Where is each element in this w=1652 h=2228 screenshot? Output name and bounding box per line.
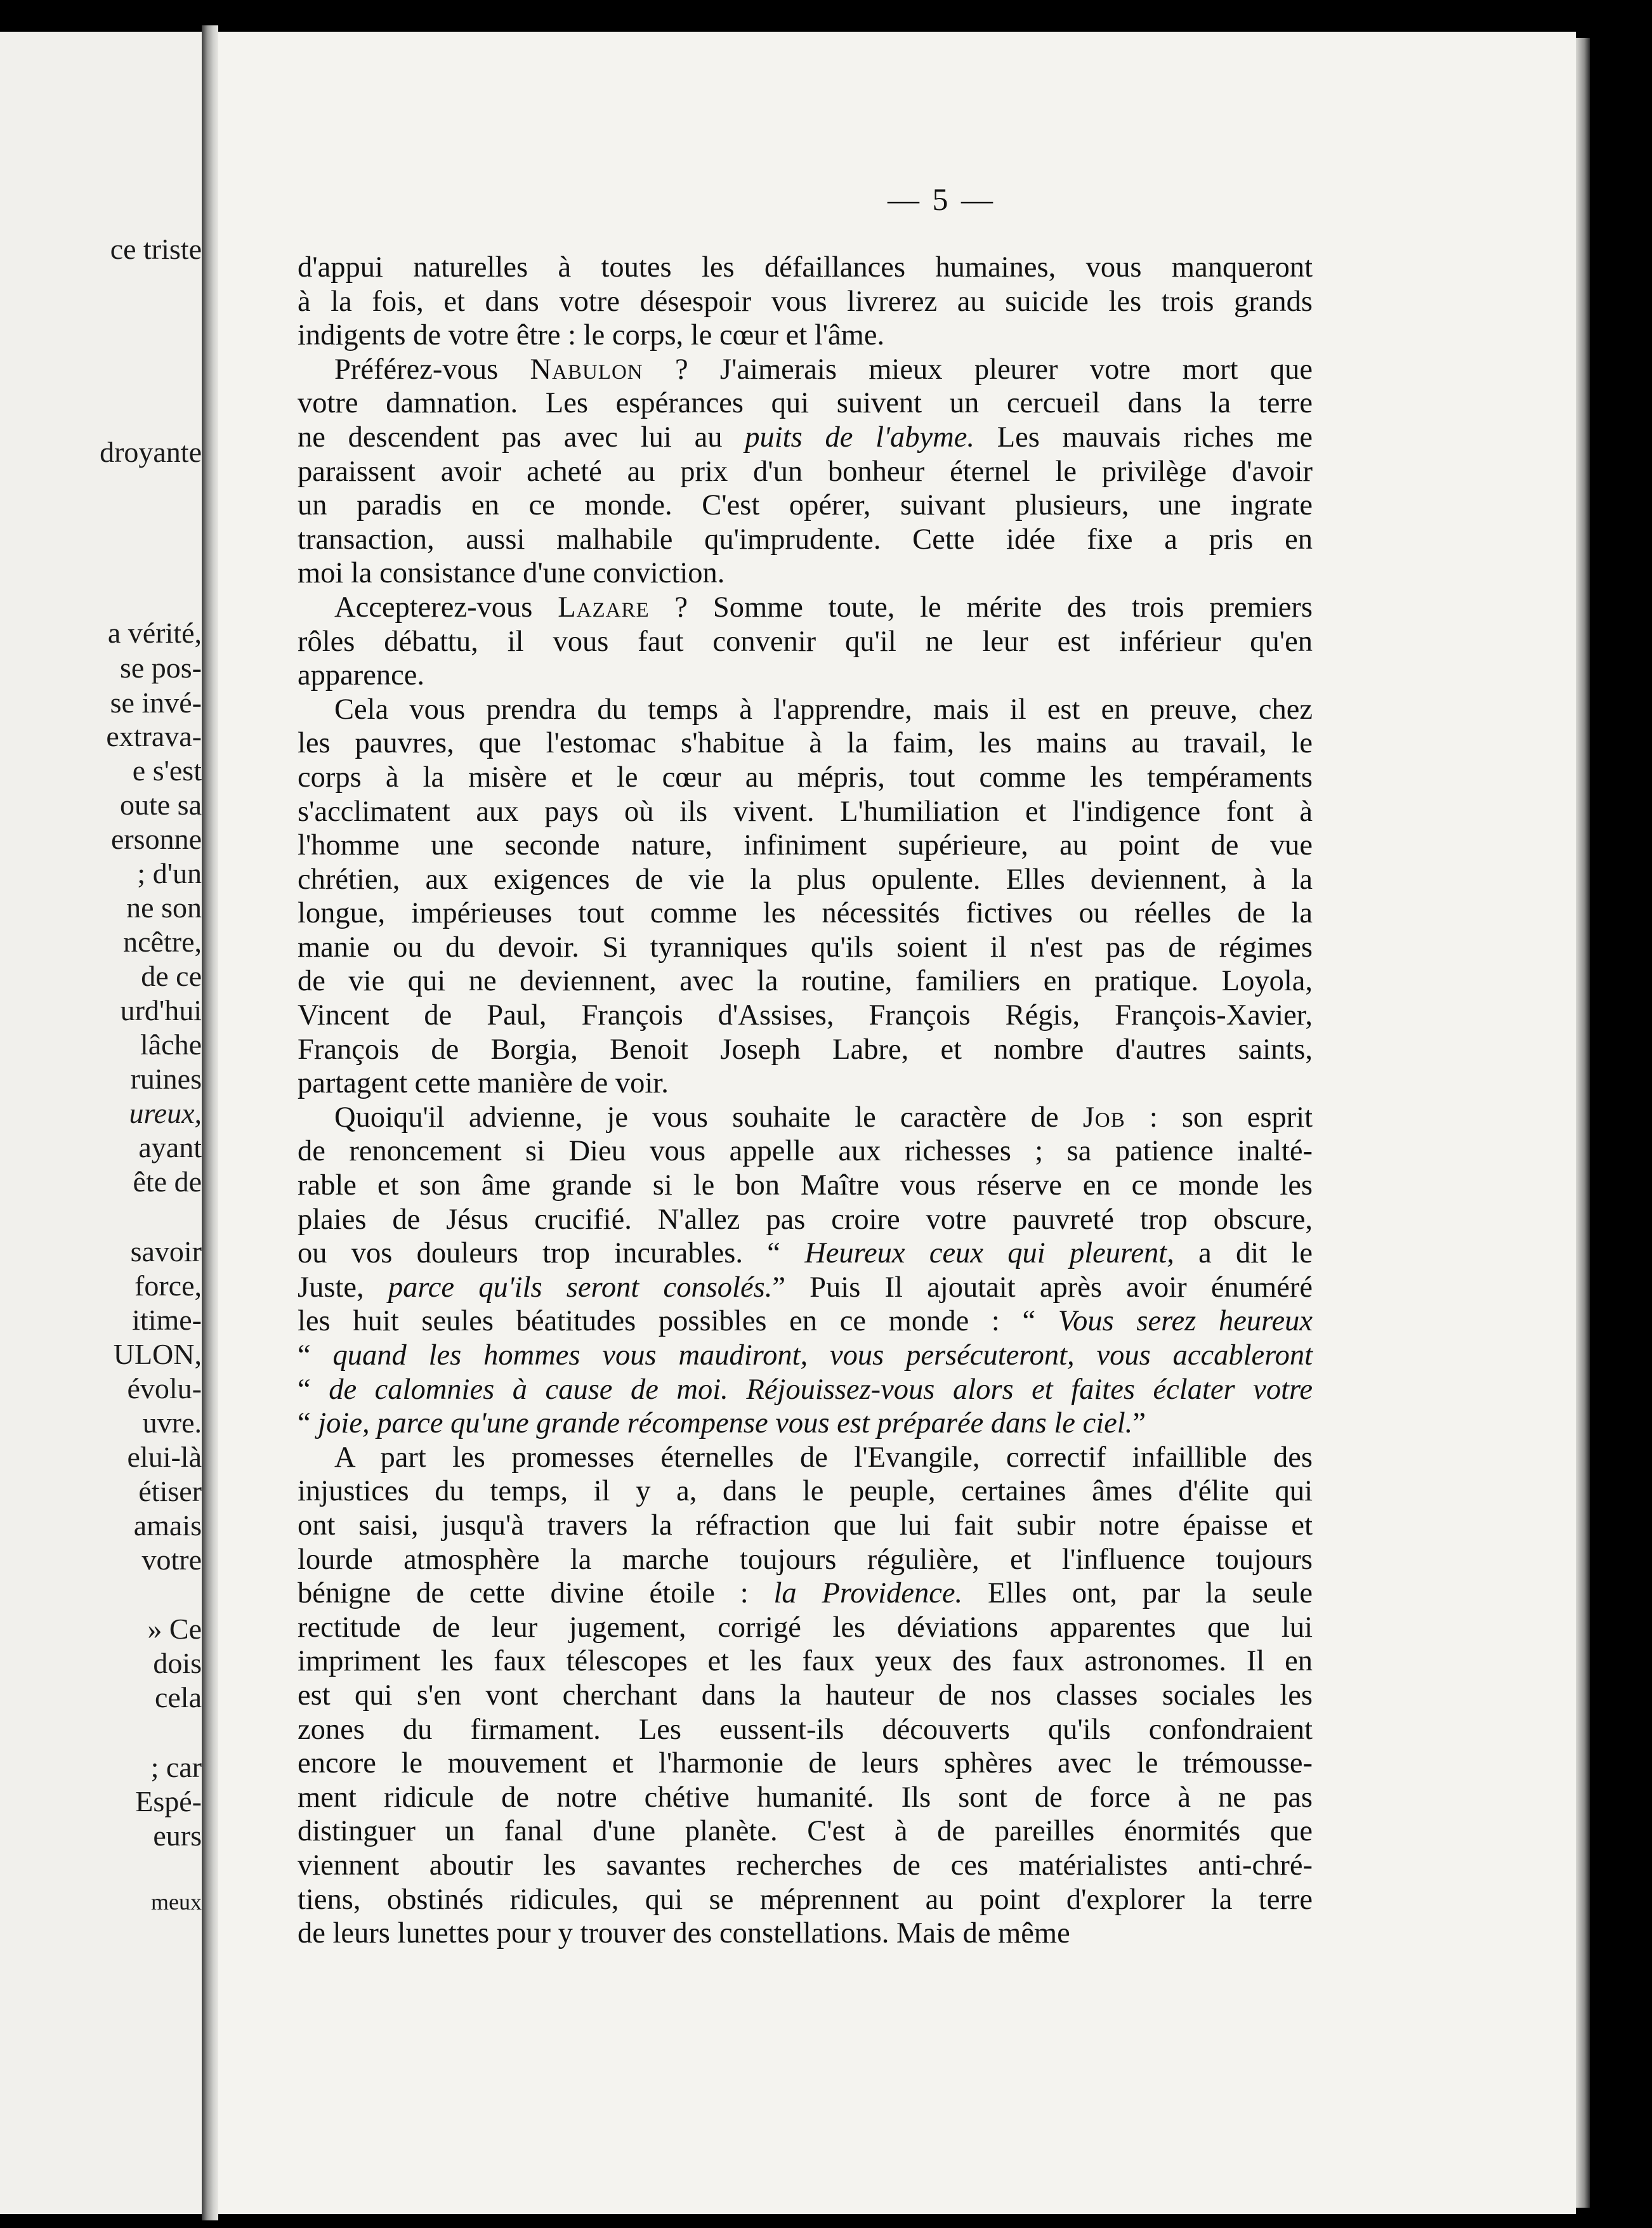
previous-page-text-fragment: ncêtre, bbox=[123, 926, 202, 958]
text-run: encore le mouvement et l'harmonie de leurs sphères avec le trémousse- bbox=[298, 1747, 1313, 1780]
book-page bbox=[218, 32, 1576, 2214]
previous-page-text-fragment: ête de bbox=[133, 1165, 202, 1198]
text-line bbox=[298, 1713, 1313, 1747]
text-run: Accepterez-vous bbox=[334, 591, 558, 624]
previous-page-text-fragment: savoir bbox=[130, 1235, 202, 1268]
previous-page-text-fragment: amais bbox=[133, 1509, 202, 1542]
text-line bbox=[298, 931, 1313, 965]
text-line bbox=[298, 999, 1313, 1033]
text-line bbox=[298, 1169, 1313, 1203]
text-run: ou vos douleurs trop incurables. “ bbox=[298, 1237, 805, 1270]
italic-text: puits de l'abyme. bbox=[745, 421, 974, 454]
text-line bbox=[298, 1474, 1313, 1509]
text-run: transaction, aussi malhabile qu'imprudente. Cette idée fixe a pris en bbox=[298, 523, 1313, 556]
text-line bbox=[298, 1236, 1313, 1271]
previous-page-text-fragment: de ce bbox=[141, 960, 202, 992]
previous-page-text-fragment: se pos- bbox=[119, 652, 202, 684]
previous-page-text-fragment: e s'est bbox=[132, 754, 202, 787]
previous-page-text-fragment: ULON, bbox=[113, 1338, 202, 1370]
previous-page-text-fragment: ; d'un bbox=[137, 857, 202, 889]
text-line bbox=[298, 964, 1313, 999]
previous-page-text-fragment: uvre. bbox=[142, 1406, 202, 1439]
text-line bbox=[298, 1849, 1313, 1883]
italic-text: de calomnies à cause de moi. Réjouissez-vous alors et faites éclater votre bbox=[329, 1373, 1313, 1406]
text-run: “ bbox=[298, 1373, 329, 1406]
text-line bbox=[298, 1373, 1313, 1407]
paragraph bbox=[298, 591, 1313, 693]
text-run: impriment les faux télescopes et les faux yeux des faux astronomes. Il en bbox=[298, 1645, 1313, 1678]
text-run: les huit seules béatitudes possibles en ce monde : “ bbox=[298, 1305, 1058, 1338]
text-line bbox=[298, 251, 1313, 285]
previous-page-text-fragment: eurs bbox=[153, 1819, 202, 1852]
text-run: Cela vous prendra du temps à l'apprendre, mais il est en preuve, chez bbox=[334, 693, 1313, 726]
text-line bbox=[298, 1543, 1313, 1577]
text-line bbox=[298, 625, 1313, 659]
page-body-text bbox=[298, 251, 1313, 1951]
text-run: chrétien, aux exigences de vie la plus opulente. Elles deviennent, à la bbox=[298, 863, 1313, 896]
previous-page-text-fragment: force, bbox=[134, 1269, 202, 1302]
book-gutter bbox=[202, 25, 218, 2220]
text-run: à la fois, et dans votre désespoir vous livrerez au suicide les trois grands bbox=[298, 285, 1313, 318]
text-line bbox=[298, 829, 1313, 863]
small-caps-name: Lazare bbox=[558, 591, 650, 624]
text-run: ? J'aimerais mieux pleurer votre mort que bbox=[643, 353, 1313, 386]
text-run: a dit le bbox=[1174, 1237, 1313, 1270]
previous-page-text-fragment: cela bbox=[154, 1681, 202, 1714]
previous-page-text-fragment: ; car bbox=[150, 1751, 202, 1783]
previous-page-text-fragment: a vérité, bbox=[107, 617, 202, 649]
text-line bbox=[298, 1679, 1313, 1713]
text-line bbox=[298, 726, 1313, 761]
text-run: moi la consistance d'une conviction. bbox=[298, 557, 725, 590]
paragraph bbox=[298, 1101, 1313, 1441]
text-run: bénigne de cette divine étoile : bbox=[298, 1577, 774, 1610]
text-line bbox=[298, 523, 1313, 557]
small-caps-name: Nabulon bbox=[530, 353, 643, 386]
text-run: A part les promesses éternelles de l'Evangile, correctif infaillible des bbox=[334, 1441, 1313, 1474]
text-line bbox=[298, 1066, 1313, 1101]
italic-text: la Providence. bbox=[773, 1577, 963, 1610]
text-run: injustices du temps, il y a, dans le peuple, certaines âmes d'élite qui bbox=[298, 1475, 1313, 1508]
previous-page-text-fragment: extrava- bbox=[106, 720, 202, 752]
text-run: un paradis en ce monde. C'est opérer, suivant plusieurs, une ingrate bbox=[298, 489, 1313, 522]
text-line bbox=[298, 318, 1313, 353]
text-run: distinguer un fanal d'une planète. C'est à de pareilles énormités que bbox=[298, 1815, 1313, 1848]
text-line bbox=[298, 795, 1313, 829]
text-run: tiens, obstinés ridicules, qui se méprennent au point d'explorer la terre bbox=[298, 1883, 1313, 1916]
text-run: s'acclimatent aux pays où ils vivent. L'humiliation et l'indigence font à bbox=[298, 795, 1313, 828]
text-line bbox=[298, 421, 1313, 455]
text-line bbox=[298, 353, 1313, 387]
text-run: Elles ont, par la seule bbox=[962, 1577, 1313, 1610]
text-run: rable et son âme grande si le bon Maître vous réserve en ce monde les bbox=[298, 1169, 1313, 1202]
text-line bbox=[298, 1509, 1313, 1543]
small-caps-name: Job bbox=[1082, 1101, 1125, 1134]
text-run: zones du firmament. Les eussent-ils découverts qu'ils confondraient bbox=[298, 1713, 1313, 1746]
paragraph bbox=[298, 353, 1313, 591]
text-run: plaies de Jésus crucifié. N'allez pas croire votre pauvreté trop obscure, bbox=[298, 1203, 1313, 1236]
text-run: indigents de votre être : le corps, le cœur et l'âme. bbox=[298, 319, 885, 352]
text-line bbox=[298, 863, 1313, 897]
text-line bbox=[298, 761, 1313, 795]
text-run: ” bbox=[1132, 1407, 1146, 1440]
previous-page-text-fragment: étiser bbox=[138, 1475, 202, 1507]
text-run: ? Somme toute, le mérite des trois premiers bbox=[649, 591, 1313, 624]
text-line bbox=[298, 1304, 1313, 1339]
previous-page-text-fragment: ruines bbox=[130, 1063, 202, 1095]
text-run: longue, impérieuses tout comme les nécessités fictives ou réelles de la bbox=[298, 897, 1313, 930]
text-run: de vie qui ne deviennent, avec la routine, familiers en pratique. Loyola, bbox=[298, 965, 1313, 998]
text-run: d'appui naturelles à toutes les défaillances humaines, vous manqueront bbox=[298, 251, 1313, 284]
text-line bbox=[298, 591, 1313, 625]
text-run: Les mauvais riches me bbox=[974, 421, 1313, 454]
text-run: Vincent de Paul, François d'Assises, François Régis, François-Xavier, bbox=[298, 999, 1313, 1032]
text-line bbox=[298, 1611, 1313, 1645]
text-run: l'homme une seconde nature, infiniment supérieure, au point de vue bbox=[298, 829, 1313, 862]
previous-page-text-fragment: lâche bbox=[140, 1028, 202, 1061]
text-line bbox=[298, 1271, 1313, 1305]
previous-page-text-fragment: meux bbox=[151, 1889, 202, 1915]
previous-page-text-fragment: » Ce bbox=[147, 1613, 202, 1645]
text-line bbox=[298, 386, 1313, 421]
text-run: ne descendent pas avec lui au bbox=[298, 421, 745, 454]
previous-page-text-fragment: itime- bbox=[132, 1304, 202, 1336]
text-run: “ bbox=[298, 1407, 318, 1440]
paragraph bbox=[298, 251, 1313, 353]
text-line bbox=[298, 1746, 1313, 1781]
text-line bbox=[298, 1644, 1313, 1679]
text-line bbox=[298, 488, 1313, 523]
text-line bbox=[298, 896, 1313, 931]
text-run: Préférez-vous bbox=[334, 353, 530, 386]
text-run: rectitude de leur jugement, corrigé les déviations apparentes que lui bbox=[298, 1611, 1313, 1644]
text-run: : son esprit bbox=[1125, 1101, 1313, 1134]
text-line bbox=[298, 1441, 1313, 1475]
text-line bbox=[298, 1134, 1313, 1169]
text-run: Quoiqu'il advienne, je vous souhaite le caractère de bbox=[334, 1101, 1083, 1134]
text-line bbox=[298, 1101, 1313, 1135]
text-run: rôles débattu, il vous faut convenir qu'il ne leur est inférieur qu'en bbox=[298, 625, 1313, 658]
text-run: ment ridicule de notre chétive humanité. Ils sont de force à ne pas bbox=[298, 1781, 1313, 1814]
italic-text: parce qu'ils seront consolés. bbox=[388, 1271, 773, 1304]
text-run: lourde atmosphère la marche toujours régulière, et l'influence toujours bbox=[298, 1543, 1313, 1576]
text-run: les pauvres, que l'estomac s'habitue à la faim, les mains au travail, le bbox=[298, 727, 1313, 760]
text-line bbox=[298, 1814, 1313, 1849]
text-line bbox=[298, 1406, 1313, 1441]
previous-page-text-fragment: elui-là bbox=[127, 1441, 202, 1473]
previous-page-text-fragment: se invé- bbox=[110, 686, 202, 719]
italic-text: Heureux ceux qui pleurent, bbox=[804, 1237, 1174, 1270]
text-line bbox=[298, 1576, 1313, 1611]
text-run: est qui s'en vont cherchant dans la hauteur de nos classes sociales les bbox=[298, 1679, 1313, 1712]
text-run: apparence. bbox=[298, 659, 425, 692]
text-line bbox=[298, 556, 1313, 591]
text-line bbox=[298, 659, 1313, 693]
previous-page-text-fragment: votre bbox=[141, 1543, 202, 1576]
previous-page-text-fragment: ersonne bbox=[110, 823, 202, 855]
text-run: partagent cette manière de voir. bbox=[298, 1067, 669, 1100]
text-line bbox=[298, 1781, 1313, 1815]
text-run: manie ou du devoir. Si tyranniques qu'ils soient il n'est pas de régimes bbox=[298, 931, 1313, 964]
previous-page-text-fragment: ayant bbox=[138, 1131, 202, 1163]
text-run: ” Puis Il ajoutait après avoir énuméré bbox=[772, 1271, 1313, 1304]
italic-text: quand les hommes vous maudiront, vous persécuteront, vous accableront bbox=[332, 1339, 1313, 1372]
text-line bbox=[298, 1203, 1313, 1237]
italic-text: joie, parce qu'une grande récompense vous est préparée dans le ciel. bbox=[318, 1407, 1133, 1440]
page-number: — 5 — bbox=[888, 181, 995, 217]
text-line bbox=[298, 455, 1313, 489]
previous-page-edge bbox=[0, 32, 202, 2214]
text-run: ont saisi, jusqu'à travers la réfraction que lui fait subir notre épaisse et bbox=[298, 1509, 1313, 1542]
page-edge-shadow bbox=[1576, 38, 1590, 2208]
text-run: corps à la misère et le cœur au mépris, tout comme les tempéraments bbox=[298, 761, 1313, 794]
text-line bbox=[298, 1339, 1313, 1373]
italic-text: Vous serez heureux bbox=[1058, 1305, 1313, 1338]
previous-page-text-fragment: évolu- bbox=[127, 1372, 202, 1405]
text-run: “ bbox=[298, 1339, 333, 1372]
text-run: votre damnation. Les espérances qui suivent un cercueil dans la terre bbox=[298, 387, 1313, 420]
text-run: de leurs lunettes pour y trouver des constellations. Mais de même bbox=[298, 1917, 1070, 1950]
text-line bbox=[298, 1033, 1313, 1067]
text-line bbox=[298, 285, 1313, 319]
previous-page-text-fragment: ne son bbox=[126, 891, 202, 924]
paragraph bbox=[298, 693, 1313, 1101]
previous-page-text-fragment: dois bbox=[153, 1647, 202, 1679]
text-run: Juste, bbox=[298, 1271, 388, 1304]
text-line bbox=[298, 1883, 1313, 1917]
text-run: de renoncement si Dieu vous appelle aux richesses ; sa patience inalté- bbox=[298, 1135, 1313, 1168]
previous-page-text-fragment: urd'hui bbox=[120, 994, 202, 1026]
previous-page-text-fragment: droyante bbox=[100, 436, 202, 468]
previous-page-text-fragment: Espé- bbox=[135, 1785, 202, 1818]
paragraph bbox=[298, 1441, 1313, 1951]
text-line bbox=[298, 693, 1313, 727]
text-line bbox=[298, 1917, 1313, 1951]
previous-page-text-fragment: ureux, bbox=[129, 1097, 202, 1129]
text-run: viennent aboutir les savantes recherches de ces matérialistes anti-chré- bbox=[298, 1849, 1313, 1882]
text-run: François de Borgia, Benoit Joseph Labre, et nombre d'autres saints, bbox=[298, 1033, 1313, 1066]
previous-page-text-fragment: ce triste bbox=[110, 233, 202, 265]
previous-page-text-fragment: oute sa bbox=[119, 789, 202, 821]
text-run: paraissent avoir acheté au prix d'un bonheur éternel le privilège d'avoir bbox=[298, 455, 1313, 488]
